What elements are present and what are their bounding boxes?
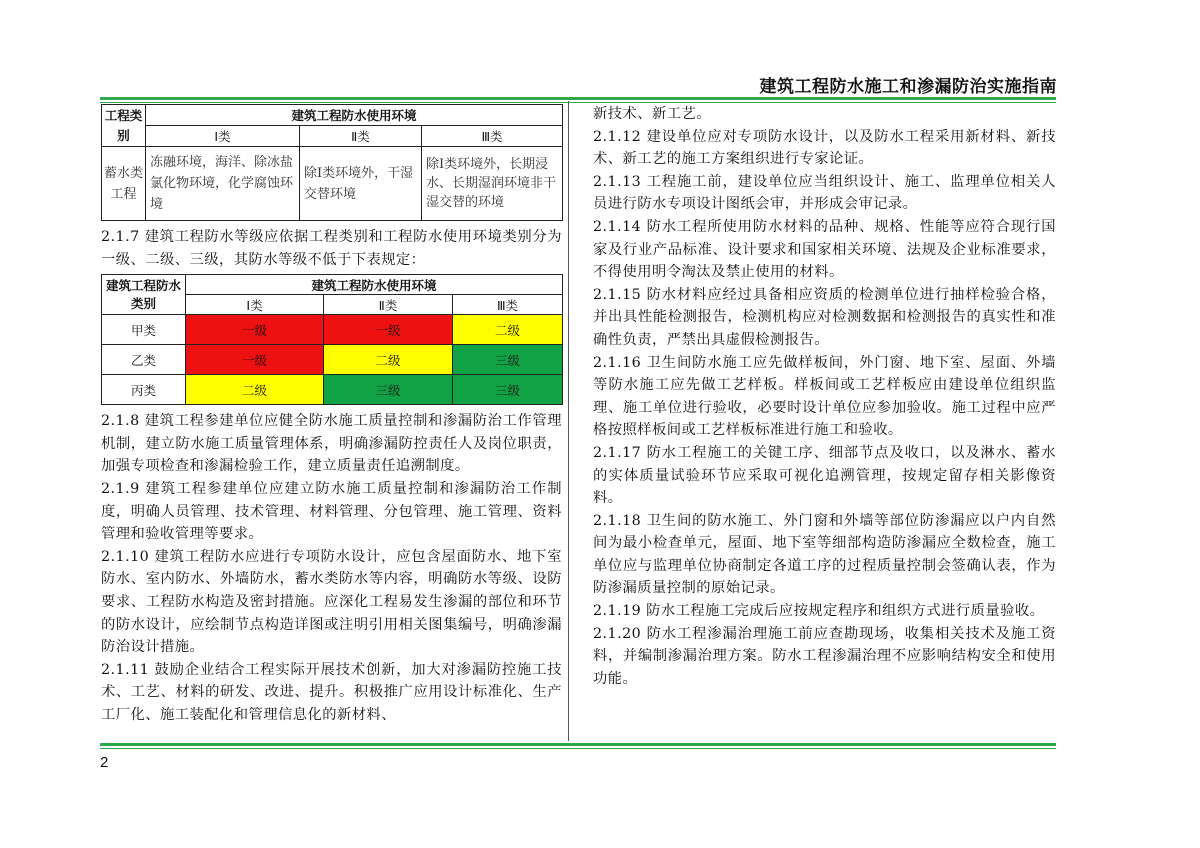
table2-header-env: 建筑工程防水使用环境 — [186, 275, 563, 295]
table1-cell-env-1: 冻融环境，海洋、除冰盐氯化物环境，化学腐蚀环境 — [146, 147, 300, 221]
grade-cell: 三级 — [453, 345, 563, 375]
paragraph-2-1-9: 2.1.9 建筑工程参建单位应建立防水施工质量控制和渗漏防治工作制度，明确人员管理、技术管理、材料管理、分包管理、施工管理、资料管理和验收管理等要求。 — [101, 480, 562, 543]
table2-env-level-1: Ⅰ类 — [186, 295, 324, 315]
paragraph-continued: 新技术、新工艺。 — [593, 106, 711, 122]
paragraph-2-1-10: 2.1.10 建筑工程防水应进行专项防水设计，应包含屋面防水、地下室防水、室内防水、外墙防水，蓄水类防水等内容，明确防水等级、设防要求、工程防水构造及密封措施。应深化工程易发生渗漏的部位和环节的防水设计，应绘制节点构造详图或注明引用相关图集编号，明确渗漏防治设计措施。 — [101, 548, 562, 656]
paragraph-2-1-18: 2.1.18 卫生间的防水施工、外门窗和外墙等部位防渗漏应以户内自然间为最小检查单元，屋面、地下室等细部构造防渗漏应全数检查，施工单位应与监理单位协商制定各道工序的过程质量控制会签确认表，作为防渗漏质量控制的原始记录。 — [593, 512, 1056, 597]
paragraph-2-1-17: 2.1.17 防水工程施工的关键工序、细部节点及收口，以及淋水、蓄水的实体质量试验环节应采取可视化追溯管理，按规定留存相关影像资料。 — [593, 444, 1056, 507]
grade-cell: 一级 — [324, 315, 453, 345]
paragraph-2-1-14: 2.1.14 防水工程所使用防水材料的品种、规格、性能等应符合现行国家及行业产品标准、设计要求和国家相关环境、法规及企业标准要求，不得使用明令淘汰及禁止使用的材料。 — [593, 218, 1056, 281]
paragraph-2-1-19: 2.1.19 防水工程施工完成后应按规定程序和组织方式进行质量验收。 — [593, 603, 1045, 620]
grade-cell: 一级 — [186, 315, 324, 345]
table2-row-bing — [102, 375, 563, 405]
env-category-table — [101, 104, 563, 221]
page-number: 2 — [100, 754, 109, 771]
table1-env-level-3: Ⅲ类 — [422, 126, 563, 147]
running-header-title: 建筑工程防水施工和渗漏防治实施指南 — [759, 77, 1057, 97]
table1-env-level-1: Ⅰ类 — [146, 126, 300, 147]
right-column — [593, 103, 1056, 690]
paragraph-2-1-15: 2.1.15 防水材料应经过具备相应资质的检测单位进行抽样检验合格，并出具性能检测报告，检测机构应对检测数据和检测报告的真实性和准确性负责，严禁出具虚假检测报告。 — [593, 286, 1056, 348]
table2-header-category: 建筑工程防水类别 — [102, 275, 186, 315]
table1-header-env: 建筑工程防水使用环境 — [146, 105, 563, 126]
waterproof-grade-table — [101, 274, 563, 405]
grade-cell: 二级 — [453, 315, 563, 345]
paragraph-2-1-7: 2.1.7 建筑工程防水等级应依据工程类别和工程防水使用环境类别分为一级、二级、三级，其防水等级不低于下表规定： — [101, 229, 562, 268]
table2-env-level-2: Ⅱ类 — [324, 295, 453, 315]
paragraph-2-1-12: 2.1.12 建设单位应对专项防水设计，以及防水工程采用新材料、新技术、新工艺的施工方案组织进行专家论证。 — [593, 128, 1056, 168]
grade-cell: 三级 — [453, 375, 563, 405]
table2-row-category: 甲类 — [102, 315, 186, 345]
paragraph-2-1-13: 2.1.13 工程施工前，建设单位应当组织设计、施工、监理单位相关人员进行防水专项设计图纸会审，并形成会审记录。 — [593, 173, 1056, 213]
grade-cell: 二级 — [186, 375, 324, 405]
grade-cell: 一级 — [186, 345, 324, 375]
table2-row-jia — [102, 315, 563, 345]
table2-env-level-3: Ⅲ类 — [453, 295, 563, 315]
grade-cell: 二级 — [324, 345, 453, 375]
column-divider — [568, 101, 569, 741]
footer-rule-thick — [100, 743, 1056, 746]
table1-env-level-2: Ⅱ类 — [300, 126, 422, 147]
paragraph-2-1-20: 2.1.20 防水工程渗漏治理施工前应查勘现场，收集相关技术及施工资料，并编制渗漏治理方案。防水工程渗漏治理不应影响结构安全和使用功能。 — [593, 625, 1056, 687]
paragraph-2-1-16: 2.1.16 卫生间防水施工应先做样板间，外门窗、地下室、屋面、外墙等防水施工应先做工艺样板。样板间或工艺样板应由建设单位组织监理、施工单位进行验收，必要时设计单位应参加验收。施工过程中应严格按照样板间或工艺样板标准进行施工和验收。 — [593, 354, 1056, 439]
table2-row-yi — [102, 345, 563, 375]
table1-header-category: 工程类别 — [102, 105, 146, 147]
paragraph-2-1-8: 2.1.8 建筑工程参建单位应健全防水施工质量控制和渗漏防治工作管理机制，建立防水施工质量管理体系，明确渗漏防控责任人及岗位职责，加强专项检查和渗漏检验工作，建立质量责任追溯制度。 — [101, 413, 562, 475]
table2-row-category: 丙类 — [102, 375, 186, 405]
footer-rule-thin — [100, 748, 1056, 749]
table1-cell-env-2: 除Ⅰ类环境外，干湿交替环境 — [300, 147, 422, 221]
table1-cell-env-3: 除Ⅰ类环境外，长期浸水、长期湿润环境非干湿交替的环境 — [422, 147, 563, 221]
grade-cell: 三级 — [324, 375, 453, 405]
paragraph-2-1-11: 2.1.11 鼓励企业结合工程实际开展技术创新，加大对渗漏防控施工技术、工艺、材料的研发、改进、提升。积极推广应用设计标准化、生产工厂化、施工装配化和管理信息化的新材料、 — [101, 661, 562, 723]
table2-row-category: 乙类 — [102, 345, 186, 375]
left-column — [101, 104, 562, 727]
header-rule-thick — [100, 97, 1056, 100]
table1-row-category: 蓄水类工程 — [102, 147, 146, 221]
